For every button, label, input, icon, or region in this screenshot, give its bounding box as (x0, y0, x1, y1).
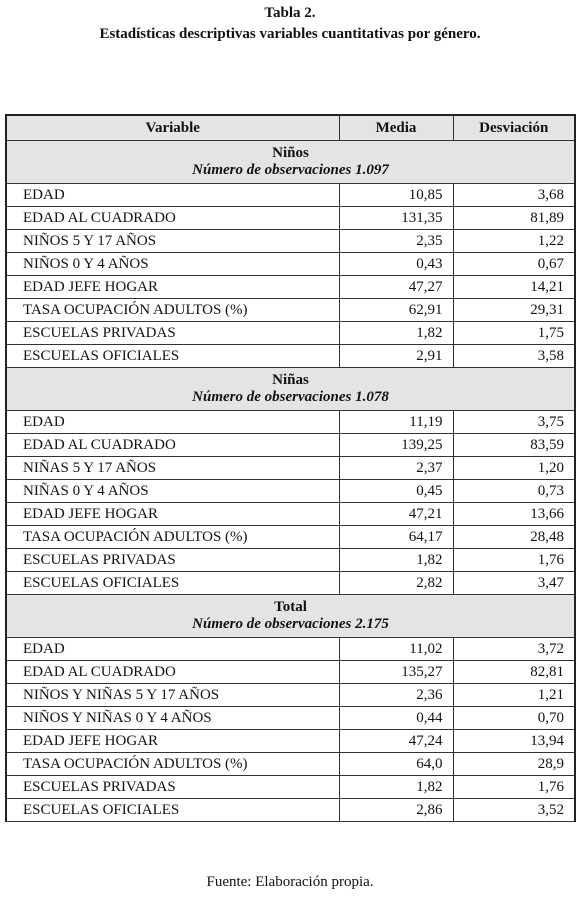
section-header (6, 141, 575, 184)
cell-variable: EDAD JEFE HOGAR (6, 503, 339, 526)
table-row (6, 572, 575, 595)
table-row (6, 503, 575, 526)
cell-variable: NIÑOS 5 Y 17 AÑOS (6, 230, 339, 253)
cell-media: 64,0 (339, 753, 453, 776)
section-group-label: Niños (272, 145, 309, 161)
header-row (6, 115, 575, 141)
cell-variable: NIÑAS 0 Y 4 AÑOS (6, 480, 339, 503)
cell-variable: NIÑOS Y NIÑAS 5 Y 17 AÑOS (6, 684, 339, 707)
section-group-label: Total (274, 599, 307, 615)
cell-variable: TASA OCUPACIÓN ADULTOS (%) (6, 753, 339, 776)
cell-desviacion: 82,81 (453, 661, 575, 684)
cell-media: 64,17 (339, 526, 453, 549)
cell-media: 0,45 (339, 480, 453, 503)
cell-media: 2,86 (339, 799, 453, 822)
section-header (6, 368, 575, 411)
table-row (6, 776, 575, 799)
cell-media: 139,25 (339, 434, 453, 457)
cell-media: 2,35 (339, 230, 453, 253)
section-header-row (6, 595, 575, 638)
cell-media: 2,91 (339, 345, 453, 368)
table-row (6, 184, 575, 207)
table-row (6, 707, 575, 730)
cell-variable: EDAD AL CUADRADO (6, 207, 339, 230)
table-row (6, 322, 575, 345)
table-row (6, 411, 575, 434)
cell-desviacion: 3,68 (453, 184, 575, 207)
table-row (6, 253, 575, 276)
cell-variable: NIÑAS 5 Y 17 AÑOS (6, 457, 339, 480)
cell-desviacion: 28,48 (453, 526, 575, 549)
cell-variable: ESCUELAS PRIVADAS (6, 322, 339, 345)
header-variable: Variable (6, 115, 339, 141)
table-row (6, 480, 575, 503)
cell-variable: EDAD AL CUADRADO (6, 434, 339, 457)
cell-desviacion: 1,75 (453, 322, 575, 345)
table-row (6, 526, 575, 549)
cell-media: 1,82 (339, 549, 453, 572)
cell-desviacion: 0,67 (453, 253, 575, 276)
cell-desviacion: 81,89 (453, 207, 575, 230)
table-row (6, 753, 575, 776)
cell-media: 2,37 (339, 457, 453, 480)
table-row (6, 345, 575, 368)
cell-variable: NIÑOS Y NIÑAS 0 Y 4 AÑOS (6, 707, 339, 730)
cell-media: 2,82 (339, 572, 453, 595)
table-title: Tabla 2. (264, 5, 316, 21)
cell-media: 0,43 (339, 253, 453, 276)
cell-media: 47,27 (339, 276, 453, 299)
table-row (6, 684, 575, 707)
cell-desviacion: 3,58 (453, 345, 575, 368)
header-media: Media (339, 115, 453, 141)
section-header (6, 595, 575, 638)
cell-desviacion: 3,72 (453, 638, 575, 661)
cell-variable: ESCUELAS OFICIALES (6, 799, 339, 822)
cell-desviacion: 1,20 (453, 457, 575, 480)
table-row (6, 638, 575, 661)
cell-variable: ESCUELAS OFICIALES (6, 345, 339, 368)
cell-variable: ESCUELAS PRIVADAS (6, 549, 339, 572)
cell-media: 1,82 (339, 322, 453, 345)
cell-media: 11,19 (339, 411, 453, 434)
table-row (6, 207, 575, 230)
cell-media: 135,27 (339, 661, 453, 684)
table-row (6, 434, 575, 457)
table-row (6, 299, 575, 322)
cell-desviacion: 1,76 (453, 549, 575, 572)
section-header-row (6, 141, 575, 184)
header-desviacion: Desviación (453, 115, 575, 141)
table-row (6, 661, 575, 684)
cell-variable: NIÑOS 0 Y 4 AÑOS (6, 253, 339, 276)
cell-media: 47,21 (339, 503, 453, 526)
cell-media: 11,02 (339, 638, 453, 661)
cell-variable: TASA OCUPACIÓN ADULTOS (%) (6, 299, 339, 322)
stats-table-container (5, 114, 574, 822)
cell-variable: TASA OCUPACIÓN ADULTOS (%) (6, 526, 339, 549)
cell-desviacion: 3,47 (453, 572, 575, 595)
cell-variable: EDAD JEFE HOGAR (6, 730, 339, 753)
cell-variable: ESCUELAS OFICIALES (6, 572, 339, 595)
cell-desviacion: 3,75 (453, 411, 575, 434)
cell-media: 2,36 (339, 684, 453, 707)
cell-desviacion: 14,21 (453, 276, 575, 299)
cell-desviacion: 1,21 (453, 684, 575, 707)
cell-desviacion: 13,66 (453, 503, 575, 526)
cell-variable: EDAD AL CUADRADO (6, 661, 339, 684)
section-group-label: Niñas (272, 372, 309, 388)
table-row (6, 230, 575, 253)
cell-media: 47,24 (339, 730, 453, 753)
cell-desviacion: 1,22 (453, 230, 575, 253)
cell-media: 1,82 (339, 776, 453, 799)
cell-variable: EDAD JEFE HOGAR (6, 276, 339, 299)
section-observations: Número de observaciones 2.175 (192, 616, 389, 632)
section-header-row (6, 368, 575, 411)
table-row (6, 730, 575, 753)
cell-variable: EDAD (6, 184, 339, 207)
cell-media: 10,85 (339, 184, 453, 207)
cell-desviacion: 83,59 (453, 434, 575, 457)
cell-media: 131,35 (339, 207, 453, 230)
cell-desviacion: 0,73 (453, 480, 575, 503)
cell-desviacion: 3,52 (453, 799, 575, 822)
section-observations: Número de observaciones 1.078 (192, 389, 389, 405)
cell-desviacion: 13,94 (453, 730, 575, 753)
cell-desviacion: 0,70 (453, 707, 575, 730)
table-row (6, 276, 575, 299)
table-subtitle: Estadísticas descriptivas variables cuantitativas por género. (99, 26, 481, 42)
source-note: Fuente: Elaboración propia. (206, 874, 374, 890)
table-row (6, 549, 575, 572)
cell-desviacion: 29,31 (453, 299, 575, 322)
cell-media: 62,91 (339, 299, 453, 322)
table-body (6, 141, 575, 822)
cell-desviacion: 1,76 (453, 776, 575, 799)
cell-variable: ESCUELAS PRIVADAS (6, 776, 339, 799)
cell-desviacion: 28,9 (453, 753, 575, 776)
table-row (6, 457, 575, 480)
section-observations: Número de observaciones 1.097 (192, 162, 389, 178)
cell-variable: EDAD (6, 638, 339, 661)
stats-table (5, 114, 576, 822)
cell-media: 0,44 (339, 707, 453, 730)
table-row (6, 799, 575, 822)
cell-variable: EDAD (6, 411, 339, 434)
